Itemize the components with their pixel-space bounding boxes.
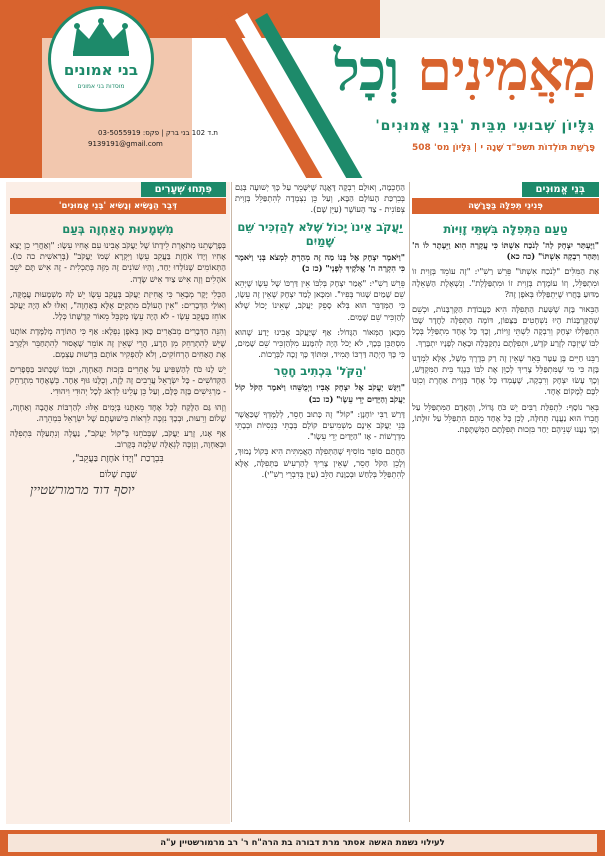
article-paragraph: הַכְּלִי יָקָר מְבָאֵר כִּי אֲחִיזַת יַעֲקֹב בְּעֲקֵב עֵשָׂו יֵשׁ לָהּ מַשְׁמָעוּת עֲמֻקָּה, וְאוֹלַי הַדְּבָרִים: "אֵין הָעוֹלָם מִתְקַיֵּם אֶלָּא בְּאַחְוָה", וְאִלּוּ לֹא הָיָה יַעֲקֹב אוֹחֵז בַּעֲקֵב עֵשָׂו - לֹא הָיָה עֵשָׂו מְקַבֵּל מֵאוֹר קְדֻשָּׁתוֹ כְּלָל. [10,288,226,322]
article-paragraph: דָּרַשׁ רַבִּי יוֹחָנָן: "קוֹל" זֶה כָּתוּב חָסֵר, לְלַמֶּדְךָ שֶׁכַּאֲשֶׁר בְּנֵי יַעֲקֹב אֵינָם מַשְׁמִיעִים קוֹלָם בְּבָתֵּי כְּנֵסִיּוֹת וּבְבָתֵּי מִדְרָשׁוֹת - אָז "הַיָּדַיִם יְדֵי עֵשָׂו". [235,408,405,442]
header-left-shape [0,0,42,178]
article-paragraph: הַחָכְמָה, וְאוּלָם רִבְקָה דָּאֲגָה שֶׁיִּשָּׁמֵר עַל כָּךְ יְשׁוּעָה בְּגַם בְּבִרְכַּת הָעוֹלָם הַבָּא, וְעַל כֵּן נִצְמְדָה לְהִתְפַּלֵּל בְּזָוִית צְפוֹנִית - צַד הָעוֹשֶׁר (עַיֵּן שָׁם). [235,182,405,215]
left-section-tab: פִּתְחוּ שְׁעָרִים [141,182,226,197]
blessing-line: בִּבְרָכַת "וְיָדוֹ אֹחֶזֶת בַּעֲקֵב", [72,454,164,465]
article-paragraph: אַף אָנוּ, זֶרַע יַעֲקֹב, שֶׁבְּכֹחֵנוּ בְּ"קוֹל יַעֲקֹב", נַעֲלֶה וְנִתְעַלֶּה בִּתְפִלָּה וּבְאַחְוָה, וְנִזְכֶּה לְגְאֻלָּה שְׁלֵמָה בְּקָרוֹב. [10,428,226,450]
logo-name: בני אמונים [63,61,139,79]
article-paragraph: רַבֵּנוּ חַיִּים בֶּן עַטָּר בֵּאֵר שֶׁאֵין זֶה רַק בְּדֶרֶךְ מְשָׁל, אֶלָּא לִמְדָנוּ בָּזֶה כִּי מִי שֶׁמִּתְפַּלֵּל צָרִיךְ לְכַוֵּן אֶת לִבּוֹ כְּנֶגֶד בֵּית הַמִּקְדָּשׁ, וְכָךְ עָשׂוּ יִצְחָק וְרִבְקָה, שֶׁעָמְדוּ כָּל אֶחָד בְּזָוִית אַחֶרֶת וְכִוְּנוּ לִבָּם לְמָקוֹם אֶחָד. [412,352,599,397]
parasha-issue-line: פָּרָשַׁת תּוֹלְדוֹת תשפ"ד שָׁנָה י | גִּלָּיוֹן מס' 508 [412,143,595,153]
left-section-bar: דְּבַר הַנָּשִׂיא וְנָשִׂיא 'בְּנֵי אֱמוּנִים' [10,198,226,214]
article-paragraph: "וַיֶּעְתַּר יִצְחָק לַה' לְנֹכַח אִשְׁתּוֹ כִּי עֲקָרָה הִוא וַיֵּעָתֶר לוֹ ה' וַתַּהַר רִבְקָה אִשְׁתּוֹ" (כה כא) [412,240,599,262]
handwritten-signature: יוסף דוד מרמורשטיין [30,482,135,498]
column-divider [231,182,232,822]
article-paragraph: בְּפָרָשָׁתֵנוּ מְתֹאָרֶת לֵידָתוֹ שֶׁל יַעֲקֹב אָבִינוּ עִם אָחִיו עֵשָׂו: "וְאַחֲרֵי כֵן יָצָא אָחִיו וְיָדוֹ אֹחֶזֶת בַּעֲקֵב עֵשָׂו וַיִּקְרָא שְׁמוֹ יַעֲקֹב" (בְּרֵאשִׁית כה כו). הַתְּאוֹמִים שֶׁנּוֹלְדוּ יַחַד, וְהָיוּ שׁוֹנִים זֶה מִזֶּה בְּתַכְלִית - זֶה אִישׁ תָּם יֹשֵׁב אֹהָלִים וְזֶה אִישׁ צַיִד אִישׁ שָׂדֶה. [10,240,226,284]
article-title: טַעַם הַתְּפִלָּה בִּשְׁתֵּי זָוִיּוֹת [443,222,568,236]
right-section-tab: בְּנֵי אֱמוּנִים [522,182,599,197]
masthead-subtitle: גִּלָּיוֹן שְׁבוּעִי מִבֵּית 'בְּנֵי אֱמוּנִים' [375,118,595,134]
contact-email[interactable]: 9139191@gmail.com [88,140,163,148]
article-paragraph: וְהִנֵּה הַדְּבָרִים מְבֹאָרִים כָּאן בְּאֹפֶן נִפְלָא: אַף כִּי הַתּוֹרָה מְלַמֶּדֶת אוֹתָנוּ שֶׁיֵּשׁ לְהִתְרַחֵק מִן הָרָע, הֲרֵי שֶׁאֵין זֶה אוֹמֵר שֶׁאָסוּר לְהִתְחַבֵּר וּלְקָרֵב אֶת הָאַחִים הָרְחוֹקִים, וְלֹא לְהַפְקִיר אוֹתָם בִּרְשׁוּת עַצְמָם. [10,326,226,359]
article-paragraph: מִכָּאן הַמְּאוֹר הַגָּדוֹל: אַף שֶׁיַּעֲקֹב אָבִינוּ יָדַע שֶׁהוּא מִסְתַּכֵּן בְּכָךְ, לֹא יָכֹל הָיָה לְהִמָּנַע מִלְּהַזְכִּיר שֵׁם שָׁמַיִם, כִּי כָּךְ הָיְתָה דַּרְכּוֹ תָּמִיד, וּמִתּוֹךְ כָּךְ זָכָה לַבְּרָכוֹת. [235,326,405,360]
crown-icon [69,17,133,57]
article-paragraph: הַחֲתַם סוֹפֵר מוֹסִיף שֶׁהַתְּפִלָּה הָאֲמִתִּית הִיא בְּקוֹל נָמוּךְ, וְלָכֵן הַקֹּל חָסֵר, שֶׁאֵין צָרִיךְ לְהַרְעִישׁ בַּתְּפִלָּה, אֶלָּא לְהִתְפַּלֵּל בְּלַחַשׁ וּבְכַוָּנַת הַלֵּב (עַיֵּן בְּדִבְרֵי רַשִׁ"י). [235,446,405,479]
header-top-right-strip [380,0,605,38]
article-paragraph: "וַיִּגַּשׁ יַעֲקֹב אֶל יִצְחָק אָבִיו וַיְמֻשֵּׁהוּ וַיֹּאמֶר הַקֹּל קוֹל יַעֲקֹב וְהַיָּדַיִם יְדֵי עֵשָׂו" (כז כב) [235,382,405,404]
title-word-green: וְכָל [333,38,399,104]
left-column [10,182,226,822]
right-column [412,182,599,822]
article-paragraph: בְּאֵר נוֹסָף: לִתְפִלַּת רַבִּים יֵשׁ כֹּחַ גָּדוֹל, וְהָאָדָם הַמִּתְפַּלֵּל עַל חֲבֵרוֹ הוּא נַעֲנֶה תְּחִלָּה, לָכֵן כָּל אֶחָד מֵהֶם הִתְפַּלֵּל עַל זוּלָתוֹ, וְכָךְ נַעֲנוּ שְׁנֵיהֶם יַחַד בִּזְכוּת תְּפִלָּתָם הַמְּשֻׁתֶּפֶת. [412,401,599,435]
dedication-footer [0,830,605,856]
article-title: 'הַקֹּל' בִּכְתִיב חָסֵר [273,364,367,379]
masthead-title [205,40,595,120]
dedication-text: לעילוי נשמת האשה אסתר מרת דבורה בת הרה"ח ר' רב מרמורשטיין ע"ה [8,834,597,852]
article-paragraph: "וַיֹּאמֶר יִצְחָק אֶל בְּנוֹ מַה זֶּה מִהַרְתָּ לִמְצֹא בְּנִי וַיֹּאמֶר כִּי הִקְרָה ה' אֱלֹקֶיךָ לְפָנָי" (כז כ) [235,251,405,273]
contact-address-fax: ת.ד 102 בני ברק | פקס: 03-5055919 [98,129,218,137]
right-section-header [412,182,599,216]
article-paragraph: הַבֵּאוּר בָּזֶה שֶׁשְּׁעַת הַתְּפִלָּה הִיא כַּעֲבוֹדַת הַקָּרְבָּנוֹת, וּכְשֵׁם שֶׁהַקָּרְבָּנוֹת הָיוּ נִשְׁחָטִים בַּצָּפוֹן, דּוֹמֶה הַתְּפִלָּה לַחֲדָר שֶׁבּוֹ הִתְפַּלְּלוּ יִצְחָק וְרִבְקָה לִשְׁתֵּי זָוִיּוֹת, וְכָךְ כָּל אֶחָד מִתְפַּלֵּל בְּכָל לִבּוֹ שֶׁיִּזְכֶּה לְזֶרַע קֹדֶשׁ, וּתְפִלָּתָם נִתְקַבְּלָה וּבָאָה לְפָנָיו יִתְבָּרַךְ. [412,304,599,348]
middle-column [235,182,405,822]
right-section-bar: פְּנִינֵי תְּפִלָּה בַּפָּרָשָׁה [412,198,599,214]
article-paragraph: אֶת הַמִּלִּים "לְנֹכַח אִשְׁתּוֹ" פֵּרֵשׁ רַשִׁ"י: "זֶה עוֹמֵד בְּזָוִית זוֹ וּמִתְפַּלֵּל, וְזוֹ עוֹמֶדֶת בְּזָוִית זוֹ וּמִתְפַּלֶּלֶת". וְנִשְׁאֶלֶת הַשְּׁאֵלָה מַדּוּעַ בָּחֲרוּ שֶׁיִּתְפַּלְּלוּ בְּאֹפֶן זֶה? [412,266,599,299]
column-divider [409,182,410,822]
logo-subline: מוסדות בני אמונים [77,83,125,90]
contact-info [48,128,218,150]
article-title: יַעֲקֹב אֵינוֹ יָכוֹל שֶׁלֹּא לְהַזְכִּיר שֵׁם שָׁמַיִם [237,219,403,248]
shabbat-shalom: שַׁבָּת שָׁלוֹם [99,469,137,480]
masthead-header [0,0,605,178]
article-paragraph: פֵּרֵשׁ רַשִׁ"י: "אָמַר יִצְחָק בְּלִבּוֹ אֵין דַּרְכּוֹ שֶׁל עֵשָׂו שֶׁיְּהֵא שֵׁם שָׁמַיִם שָׁגוּר בְּפִיו". וּמִכָּאן לָמַד יִצְחָק שֶׁאֵין זֶה עֵשָׂו, כִּי הַמְּדַבֵּר הוּא בְּלֹא סָפֵק יַעֲקֹב, שֶׁאֵינוֹ יָכוֹל שֶׁלֹּא לְהַזְכִּיר שֵׁם שָׁמַיִם. [235,278,405,322]
title-word-orange: מַאֲמִינִים [417,38,595,104]
left-section-header [10,182,226,216]
article-paragraph: יֵשׁ לָנוּ כֹּחַ לְהַשְׁפִּיעַ עַל אֲחֵרִים בִּזְכוּת הָאַחְוָה, וּכְמוֹ שֶׁכָּתוּב בַּסְּפָרִים הַקְּדוֹשִׁים - כָּל יִשְׂרָאֵל עֲרֵבִים זֶה לָזֶה, וְכֻלָּנוּ גּוּף אֶחָד. כְּשֶׁאֶחָד מִתְרַחֵק - מַרְגִּישִׁים בָּזֶה כֻּלָּם, וְעַל כֵּן עָלֵינוּ לִדְאֹג לְכָל יְהוּדִי וִיהוּדִי. [10,364,226,397]
article-paragraph: וְזֶהוּ גַּם הַלֶּקַח לְכָל אֶחָד מֵאִתָּנוּ בְּיָמִים אֵלּוּ: לְהַרְבּוֹת אַהֲבָה וְאַחְוָה, שָׁלוֹם וְרֵעוּת, וּבְכָךְ נִזְכֶּה לִרְאוֹת בִּישׁוּעָתָם שֶׁל יִשְׂרָאֵל בִּמְהֵרָה. [10,401,226,423]
article-title: מִשְׁמָעוּת הָאַחְוָה בְּעַם [62,222,174,236]
logo [48,6,154,112]
page-title [205,40,595,102]
